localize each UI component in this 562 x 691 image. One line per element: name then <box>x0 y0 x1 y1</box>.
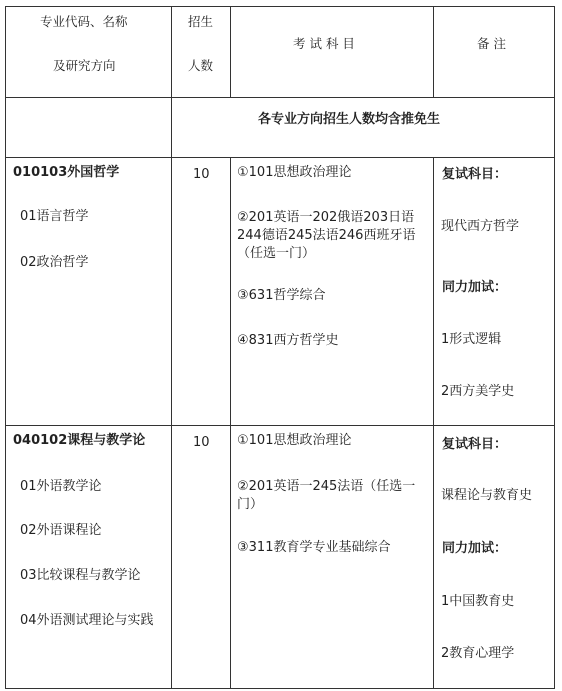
col-divider-2 <box>230 157 231 689</box>
direction-item: 01外语教学论 <box>20 479 102 494</box>
enrollment-count: 10 <box>193 435 210 450</box>
direction-item: 01语言哲学 <box>20 209 89 224</box>
extra-test-item: 2教育心理学 <box>441 646 515 661</box>
extra-test-item: 1形式逻辑 <box>441 332 502 347</box>
header-direction: 及研究方向 <box>53 58 116 73</box>
notice-divider <box>5 157 555 158</box>
table-border-right <box>554 6 555 689</box>
direction-item: 02外语课程论 <box>20 523 102 538</box>
col-divider-1-notice <box>171 97 172 157</box>
header-remarks: 备 注 <box>477 36 506 51</box>
enrollment-count: 10 <box>193 167 210 182</box>
table-border-bottom <box>5 688 555 689</box>
extra-test-title: 同力加试： <box>442 280 508 295</box>
extra-test-title: 同力加试： <box>442 541 508 556</box>
exam-item: ①101思想政治理论 <box>237 165 352 180</box>
retest-subject: 课程论与教育史 <box>441 488 533 503</box>
exam-item: ④831西方哲学史 <box>237 333 339 348</box>
extra-test-item: 1中国教育史 <box>441 594 515 609</box>
col-divider-3-header <box>433 6 434 98</box>
extra-test-item: 2西方美学史 <box>441 384 515 399</box>
notice-text: 各专业方向招生人数均含推免生 <box>258 112 441 127</box>
col-divider-2-header <box>230 6 231 98</box>
exam-item: ②201英语一245法语（任选一门） <box>237 479 416 512</box>
col-divider-1 <box>171 157 172 689</box>
header-enroll-2: 人数 <box>188 58 214 73</box>
exam-item: ①101思想政治理论 <box>237 433 352 448</box>
row-divider <box>5 425 555 426</box>
header-enroll-1: 招生 <box>188 14 214 29</box>
header-code-name: 专业代码、名称 <box>40 14 128 29</box>
table-border-top <box>5 6 555 7</box>
col-divider-3 <box>433 157 434 689</box>
exam-item: ③631哲学综合 <box>237 288 326 303</box>
table-border-left <box>5 6 6 689</box>
col-divider-1-header <box>171 6 172 98</box>
retest-title: 复试科目： <box>442 437 508 452</box>
program-code-name: 010103外国哲学 <box>13 165 120 180</box>
direction-item: 04外语测试理论与实践 <box>20 613 154 628</box>
header-divider <box>5 97 555 98</box>
exam-item: ③311教育学专业基础综合 <box>237 540 391 555</box>
header-exam-subjects: 考 试 科 目 <box>293 36 355 51</box>
retest-title: 复试科目： <box>442 167 508 182</box>
exam-item: ②201英语一202俄语203日语244德语245法语246西班牙语（任选一门） <box>237 210 416 261</box>
program-code-name: 040102课程与教学论 <box>13 433 146 448</box>
retest-subject: 现代西方哲学 <box>441 219 520 234</box>
direction-item: 02政治哲学 <box>20 255 89 270</box>
direction-item: 03比较课程与教学论 <box>20 568 141 583</box>
